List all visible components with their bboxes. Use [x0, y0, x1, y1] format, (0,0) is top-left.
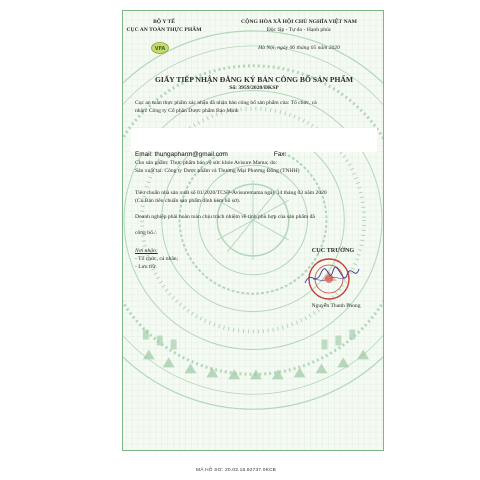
- signer-role: CỤC TRƯỞNG: [311, 247, 355, 254]
- email-fax-row: [135, 151, 286, 158]
- fax-label: Fax:: [273, 151, 287, 158]
- standard-line-1: Tiêu chuẩn nhà sản xuất số 01/2020/TCSP-Avisuremama ngày 14 tháng 03 năm 2020: [135, 190, 327, 196]
- country-name: CỘNG HÒA XÃ HỘI CHỦ NGHĨA VIỆT NAM: [241, 19, 357, 25]
- signer-name: Nguyễn Thanh Phong: [311, 303, 361, 309]
- signature-scribble: [301, 263, 361, 291]
- svg-text:VFA: VFA: [154, 46, 166, 52]
- recipients-title: Nơi nhận:: [135, 248, 158, 254]
- manufacturer-line: Sản xuất tại: Công ty Dược phẩm và Thương Mại Phương Đông (TNHH): [135, 168, 300, 174]
- email-text: Email: thungapharm@gmail.com: [135, 151, 228, 158]
- standard-line-2: (Có Bản tiêu chuẩn sản phẩm đính kèm hồ sơ).: [135, 198, 241, 204]
- product-line: Cho sản phẩm: Thực phẩm bảo vệ sức khỏe Avisure Mama; do:: [135, 160, 278, 166]
- agency-name: CỤC AN TOÀN THỰC PHẨM: [126, 27, 202, 33]
- registration-number: Số: 3959/2020/ĐKSP: [229, 85, 279, 91]
- responsibility-line-1: Doanh nghiệp phải hoàn toàn chịu trách nhiệm về tính phù hợp của sản phẩm đã: [135, 214, 315, 220]
- recipient-item: - Tổ chức, cá nhân;: [135, 256, 179, 262]
- certificate-document: [122, 10, 384, 451]
- dossier-code: MÃ HỒ SƠ: 20.03.16.82737.0KCB: [196, 468, 277, 473]
- body-line-2: nhân: Công ty Cổ phần Dược phẩm Bảo Minh: [135, 108, 239, 114]
- recipient-item: - Lưu trữ.: [135, 264, 157, 270]
- ministry-name: BỘ Y TẾ: [153, 19, 175, 25]
- body-line-1: Cục an toàn thực phẩm xác nhận đã nhận bản công bố sản phẩm của: Tổ chức, cá: [135, 100, 317, 106]
- redacted-block: [131, 128, 377, 152]
- issue-date-place: Hà Nội, ngày 06 tháng 05 năm 2020: [258, 45, 340, 51]
- national-motto: Độc lập - Tự do - Hạnh phúc: [266, 27, 332, 33]
- responsibility-line-2: công bố./.: [135, 230, 158, 236]
- document-title: GIẤY TIẾP NHẬN ĐĂNG KÝ BẢN CÔNG BỐ SẢN PHẨM: [154, 75, 354, 84]
- vfa-logo: [151, 41, 169, 53]
